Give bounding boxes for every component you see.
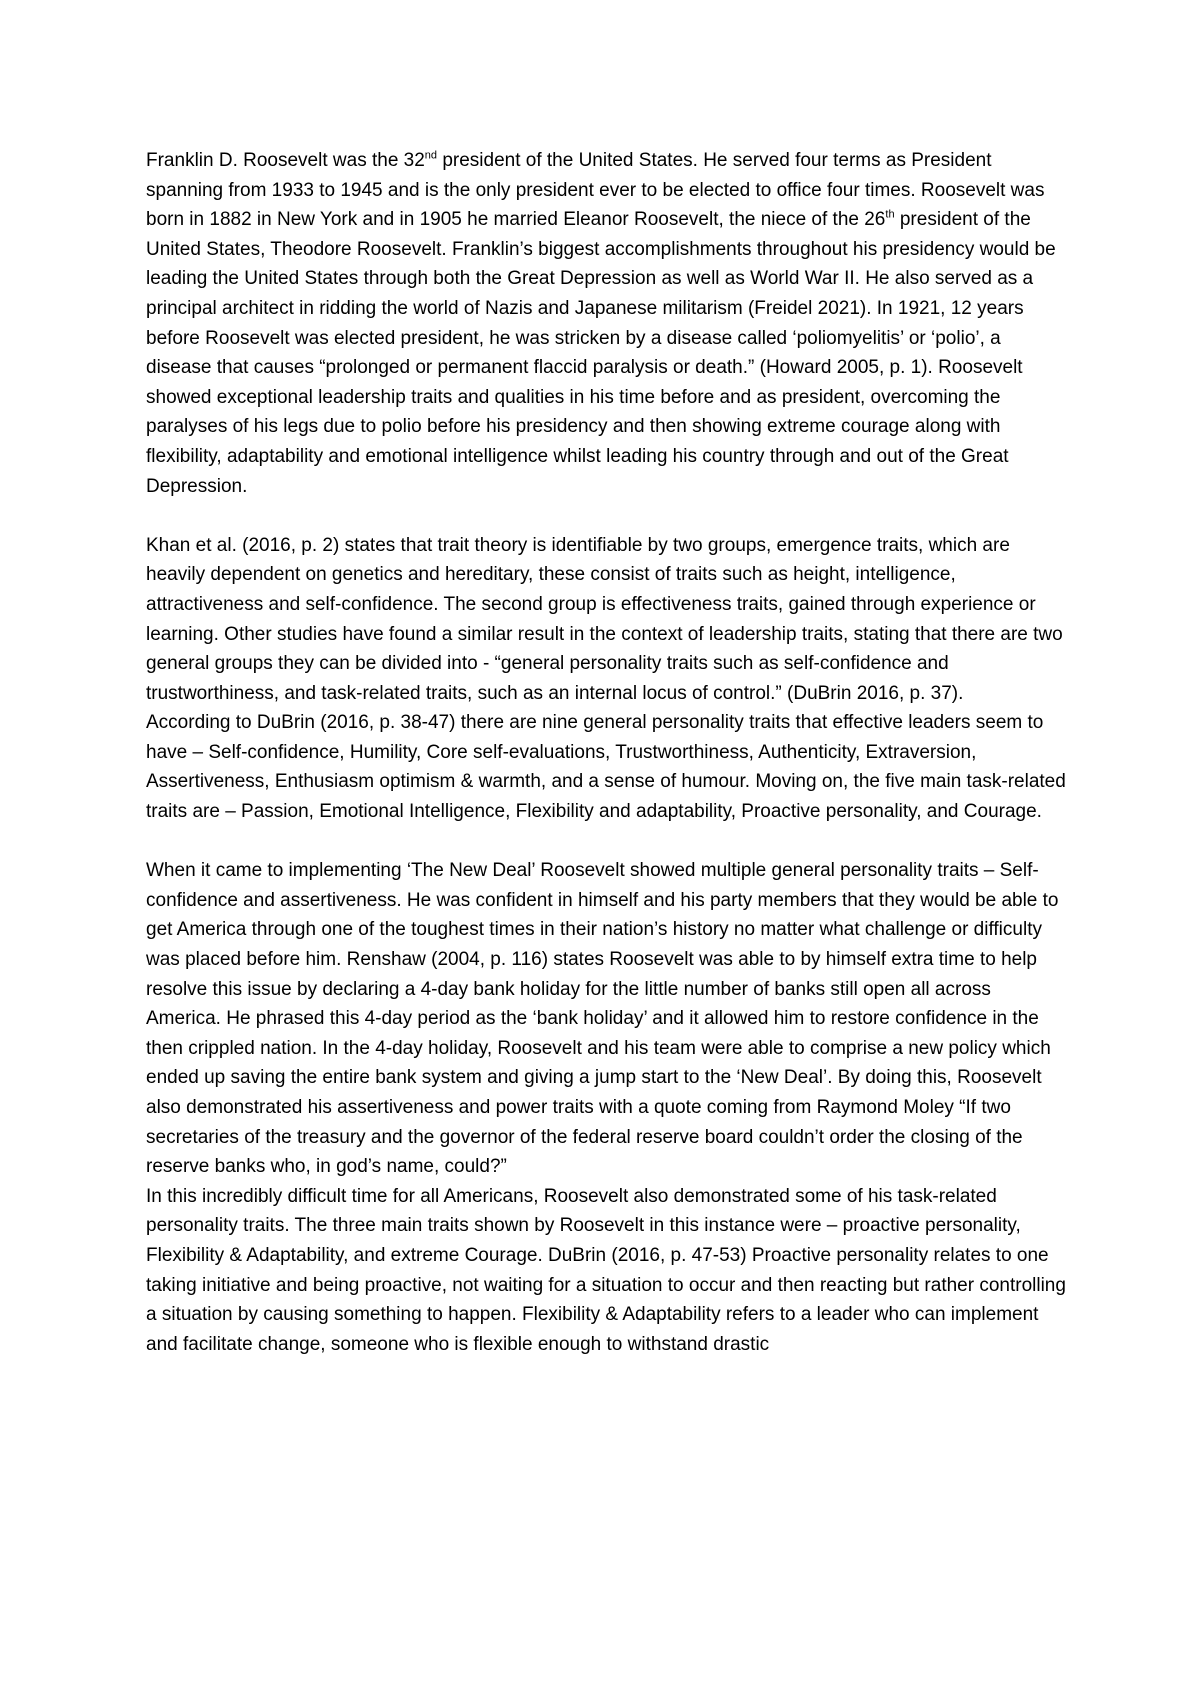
- ordinal-superscript: th: [885, 208, 895, 221]
- text-run: Franklin D. Roosevelt was the 32: [146, 150, 425, 171]
- text-run: president of the United States. He served four terms as President spanning from 1933 to 1945 and is the only president ever to be elected to office four times. Roosevelt was born in 1882 in New York and in 1905 he married Eleanor Roosevelt, the niece of the 26: [146, 150, 1045, 231]
- ordinal-superscript: nd: [424, 149, 438, 162]
- paragraph-new-deal: When it came to implementing ‘The New Deal’ Roosevelt showed multiple general personality traits – Self-confidence and assertiveness. He was confident in himself and his party members that they would be able to get America through one of the toughest times in their nation’s history no matter what challenge or difficulty was placed before him. Renshaw (2004, p. 116) states Roosevelt was able to by himself extra time to help resolve this issue by declaring a 4-day bank holiday for the little number of banks still open all across America. He phrased this 4-day period as the ‘bank holiday’ and it allowed him to restore confidence in the then crippled nation. In the 4-day holiday, Roosevelt and his team were able to comprise a new policy which ended up saving the entire bank system and giving a jump start to the ‘New Deal’. By doing this, Roosevelt also demonstrated his assertiveness and power traits with a quote coming from Raymond Moley “If two secretaries of the treasury and the governor of the federal reserve board couldn’t order the closing of the reserve banks who, in god’s name, could?”: [146, 860, 1059, 1178]
- document-page: [146, 146, 1066, 1359]
- paragraph-task-related-traits: In this incredibly difficult time for all Americans, Roosevelt also demonstrated some of his task-related personality traits. The three main traits shown by Roosevelt in this instance were – proactive personality, Flexibility & Adaptability, and extreme Courage. DuBrin (2016, p. 47-53) Proactive personality relates to one taking initiative and being proactive, not waiting for a situation to occur and then reacting but rather controlling a situation by causing something to happen. Flexibility & Adaptability refers to a leader who can implement and facilitate change, someone who is flexible enough to withstand drastic: [146, 1185, 1066, 1355]
- paragraph-trait-theory: Khan et al. (2016, p. 2) states that trait theory is identifiable by two groups, emergence traits, which are heavily dependent on genetics and hereditary, these consist of traits such as height, intelligence, attractiveness and self-confidence. The second group is effectiveness traits, gained through experience or learning. Other studies have found a similar result in the context of leadership traits, stating that there are two general groups they can be divided into - “general personality traits such as self-confidence and trustworthiness, and task-related traits, such as an internal locus of control.” (DuBrin 2016, p. 37).: [146, 534, 1063, 704]
- text-run: president of the United States, Theodore Roosevelt. Franklin’s biggest accomplishments throughout his presidency would be leading the United States through both the Great Depression as well as World War II. He also served as a principal architect in ridding the world of Nazis and Japanese militarism (Freidel 2021). In 1921, 12 years before Roosevelt was elected president, he was stricken by a disease called ‘poliomyelitis’ or ‘polio’, a disease that causes “prolonged or permanent flaccid paralysis or death.” (Howard 2005, p. 1). Roosevelt showed exceptional leadership traits and qualities in his time before and as president, overcoming the paralyses of his legs due to polio before his presidency and then showing extreme courage along with flexibility, adaptability and emotional intelligence whilst leading his country through and out of the Great Depression.: [146, 209, 1056, 497]
- paragraph-dubrin-traits: According to DuBrin (2016, p. 38-47) there are nine general personality traits that effective leaders seem to have – Self-confidence, Humility, Core self-evaluations, Trustworthiness, Authenticity, Extraversion, Assertiveness, Enthusiasm optimism & warmth, and a sense of humour. Moving on, the five main task-related traits are – Passion, Emotional Intelligence, Flexibility and adaptability, Proactive personality, and Courage.: [146, 712, 1066, 823]
- paragraph-roosevelt-intro: [146, 146, 1066, 501]
